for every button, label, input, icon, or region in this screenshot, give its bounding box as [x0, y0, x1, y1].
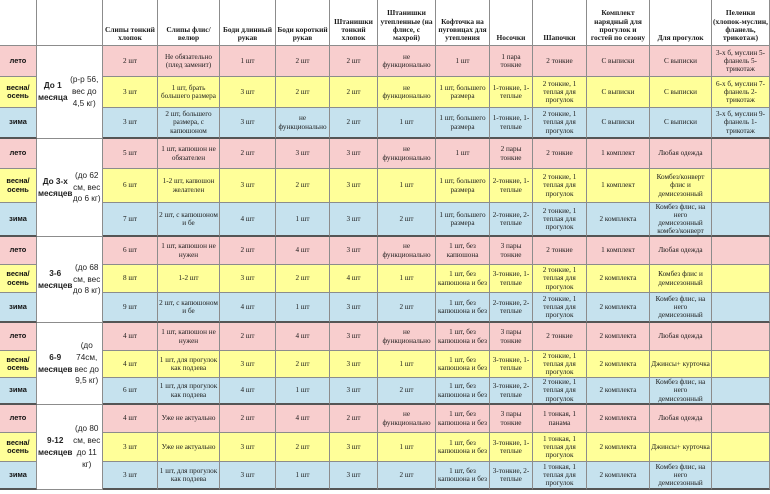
table-cell: не функционально: [378, 77, 436, 108]
table-cell: 3 шт: [330, 433, 378, 462]
table-cell: 1 шт, без капюшона и без: [436, 351, 490, 378]
table-cell: 3 шт: [330, 293, 378, 323]
table-cell: 3 шт: [330, 169, 378, 203]
column-header: Носочки: [490, 0, 533, 46]
table-cell: 3 шт: [220, 462, 276, 490]
table-cell: 3 шт: [330, 462, 378, 490]
table-cell: 2 тонкие, 1 теплая для прогулок: [533, 169, 587, 203]
table-cell: 1 шт: [378, 265, 436, 293]
table-cell: 1 шт, капюшон не нужен: [158, 323, 220, 351]
table-cell: 1 шт, без капюшона и без: [436, 405, 490, 433]
season-label: весна/ осень: [0, 351, 37, 378]
column-header: Боди короткий рукав: [276, 0, 330, 46]
column-header: Комплект нарядный для прогулок и гостей по сезону: [587, 0, 650, 46]
table-cell: 1 шт, большего размера: [436, 108, 490, 139]
table-cell: 1 шт, брать большего размера: [158, 77, 220, 108]
table-cell: 2 шт: [378, 462, 436, 490]
table-cell: 1 комплект: [587, 237, 650, 265]
table-cell: 1-2 шт: [158, 265, 220, 293]
table-cell: 2 шт: [276, 77, 330, 108]
table-cell: 3 шт: [330, 378, 378, 405]
table-cell: 3 шт: [220, 77, 276, 108]
column-header: Штанишки тонкий хлопок: [330, 0, 378, 46]
table-cell: 2-тонкие, 2-теплые: [490, 203, 533, 237]
table-cell: Комбез флис, на него демисезонный: [650, 293, 712, 323]
table-cell: 1-тонкие, 1-теплые: [490, 108, 533, 139]
table-cell: 6 шт: [103, 169, 158, 203]
table-cell: 2 шт: [378, 203, 436, 237]
table-cell: не функционально: [378, 405, 436, 433]
season-label: зима: [0, 462, 37, 490]
table-cell: 3 шт: [103, 462, 158, 490]
table-cell: 2 шт: [330, 405, 378, 433]
season-label: лето: [0, 46, 37, 77]
table-cell: 3 шт: [330, 237, 378, 265]
season-label: весна/ осень: [0, 433, 37, 462]
table-cell: 1 шт: [276, 293, 330, 323]
table-cell: 3-х б, муслин 9-фланель 1-трикотаж: [712, 108, 770, 139]
table-cell: 2 тонкие, 1 теплая для прогулок: [533, 265, 587, 293]
table-cell: 3-тонкие, 1-теплые: [490, 265, 533, 293]
table-cell: 3-тонкие, 2-теплые: [490, 378, 533, 405]
table-cell: 2 тонкие, 1 теплая для прогулок: [533, 77, 587, 108]
table-cell: 3 шт: [330, 323, 378, 351]
season-label: лето: [0, 405, 37, 433]
table-cell: Любая одежда: [650, 405, 712, 433]
table-cell: 2 шт: [276, 433, 330, 462]
season-label: весна/ осень: [0, 265, 37, 293]
table-cell: С выписки: [650, 77, 712, 108]
table-cell: Комбез флис, на него демисезонный: [650, 462, 712, 490]
table-cell: 3-х б, муслин 5-фланель 5-трикотаж: [712, 46, 770, 77]
table-cell: 2 шт: [220, 405, 276, 433]
table-cell: С выписки: [587, 77, 650, 108]
table-cell: [712, 351, 770, 378]
age-group-label: [37, 323, 103, 405]
table-cell: 1-2 шт, капюшон желателен: [158, 169, 220, 203]
age-group-subtitle: (до 62 см, вес до 6 кг): [72, 170, 101, 204]
table-cell: 2 комплекта: [587, 405, 650, 433]
table-cell: 1 тонкая, 1 теплая для прогулок: [533, 462, 587, 490]
table-cell: Комбез флис, на него демисезонный комбез/конверт: [650, 203, 712, 237]
table-cell: 9 шт: [103, 293, 158, 323]
table-cell: 1 шт: [436, 139, 490, 169]
age-group-subtitle: (до 80 см, вес до 11 кг): [73, 424, 101, 469]
table-cell: 1 шт, без капюшона и без: [436, 323, 490, 351]
table-cell: 2 шт: [276, 169, 330, 203]
age-group-label: [37, 139, 103, 237]
table-cell: 2 тонкие: [533, 237, 587, 265]
age-group-subtitle: (до 74см, вес до 9,5 кг): [74, 340, 99, 386]
table-cell: [712, 237, 770, 265]
table-cell: 1 шт, капюшон не нужен: [158, 237, 220, 265]
table-cell: не функционально: [276, 108, 330, 139]
table-cell: 2 тонкие, 1 теплая для прогулок: [533, 293, 587, 323]
table-cell: [712, 433, 770, 462]
table-cell: Любая одежда: [650, 323, 712, 351]
age-group-label: [37, 405, 103, 490]
table-cell: 3 пары тонкие: [490, 237, 533, 265]
table-cell: 2 тонкие, 1 теплая для прогулок: [533, 378, 587, 405]
season-label: зима: [0, 203, 37, 237]
age-group-title: До 3-х месяцев: [38, 176, 73, 198]
table-cell: 3 шт: [220, 169, 276, 203]
table-cell: 1 шт, для прогулок как подзева: [158, 351, 220, 378]
table-cell: 2 тонкие: [533, 323, 587, 351]
table-cell: С выписки: [587, 46, 650, 77]
table-cell: 3 пары тонкие: [490, 405, 533, 433]
table-cell: 1-тонкие, 1-теплые: [490, 77, 533, 108]
table-cell: 2 комплекта: [587, 293, 650, 323]
column-header: Боди длинный рукав: [220, 0, 276, 46]
age-group-subtitle: (р-р 56, вес до 4,5 кг): [70, 75, 99, 108]
table-cell: 2 тонкие, 1 теплая для прогулок: [533, 108, 587, 139]
age-group-title: 9-12 месяцев: [38, 436, 73, 457]
table-cell: 2 шт: [330, 46, 378, 77]
table-cell: 2 шт, с капюшоном и бе: [158, 293, 220, 323]
column-header: [0, 0, 37, 46]
table-cell: 2 шт: [378, 378, 436, 405]
table-cell: 3 пары тонкие: [490, 323, 533, 351]
table-cell: 1 шт, большего размера: [436, 77, 490, 108]
table-cell: 4 шт: [276, 405, 330, 433]
table-cell: 1 шт, без капюшона и без: [436, 378, 490, 405]
table-cell: 1 шт, для прогулок как подзева: [158, 462, 220, 490]
table-cell: Не обязательно (плед заменит): [158, 46, 220, 77]
table-cell: 3 шт: [220, 433, 276, 462]
column-header: Слипы тонкий хлопок: [103, 0, 158, 46]
table-cell: Уже не актуально: [158, 433, 220, 462]
table-cell: Джинсы+ курточка: [650, 351, 712, 378]
age-group-title: 6-9 месяцев: [38, 352, 73, 374]
table-cell: 1 тонкая, 1 панама: [533, 405, 587, 433]
season-label: зима: [0, 108, 37, 139]
season-label: лето: [0, 237, 37, 265]
column-header: Шапочки: [533, 0, 587, 46]
table-cell: [712, 139, 770, 169]
season-label: весна/ осень: [0, 77, 37, 108]
table-cell: С выписки: [587, 108, 650, 139]
table-cell: 4 шт: [103, 351, 158, 378]
table-cell: 1 шт, без капюшона и без: [436, 462, 490, 490]
table-cell: Комбез флис, на него демисезонный: [650, 378, 712, 405]
table-cell: 3 шт: [330, 203, 378, 237]
table-cell: 2-тонкие, 2-теплые: [490, 293, 533, 323]
table-cell: 2 шт: [276, 46, 330, 77]
table-cell: [712, 169, 770, 203]
column-header: Штанишки утепленные (на флисе, с махрой): [378, 0, 436, 46]
table-cell: 4 шт: [220, 293, 276, 323]
table-cell: 2 пары тонкие: [490, 139, 533, 169]
table-cell: 2 тонкие, 1 теплая для прогулок: [533, 351, 587, 378]
table-cell: [712, 405, 770, 433]
table-cell: 4 шт: [220, 203, 276, 237]
table-cell: [712, 462, 770, 490]
table-cell: 6 шт: [103, 237, 158, 265]
table-cell: 4 шт: [103, 323, 158, 351]
table-cell: Комбез флис и демисезонный: [650, 265, 712, 293]
table-cell: 2 шт: [276, 265, 330, 293]
table-cell: 2 шт: [220, 139, 276, 169]
table-cell: 1 комплект: [587, 139, 650, 169]
table-cell: 5 шт: [103, 139, 158, 169]
table-cell: 1 пара тонкие: [490, 46, 533, 77]
column-header: Кофточка на пуговицах для утепления: [436, 0, 490, 46]
table-cell: 1 шт: [378, 351, 436, 378]
age-group-title: 3-6 месяцев: [38, 268, 73, 290]
table-cell: [712, 293, 770, 323]
table-cell: 1 шт, без капюшона и без: [436, 293, 490, 323]
table-cell: 4 шт: [330, 265, 378, 293]
table-cell: 1 шт: [276, 462, 330, 490]
table-cell: 2 шт: [330, 77, 378, 108]
table-cell: 4 шт: [220, 378, 276, 405]
table-cell: не функционально: [378, 139, 436, 169]
table-cell: 7 шт: [103, 203, 158, 237]
table-cell: [712, 203, 770, 237]
table-cell: 2 комплекта: [587, 351, 650, 378]
table-cell: 1 шт, большего размера: [436, 203, 490, 237]
table-cell: 3 шт: [103, 77, 158, 108]
column-header: [37, 0, 103, 46]
table-cell: Комбез/конверт флис и демисезонный: [650, 169, 712, 203]
table-cell: 3 шт: [330, 351, 378, 378]
table-cell: 2 шт, большего размера, с капюшоном: [158, 108, 220, 139]
table-cell: 1 шт: [276, 203, 330, 237]
table-cell: 1 тонкая, 1 теплая для прогулок: [533, 433, 587, 462]
table-cell: 2 шт: [103, 46, 158, 77]
table-cell: 4 шт: [276, 323, 330, 351]
table-cell: 2-тонкие, 1-теплые: [490, 169, 533, 203]
table-cell: 2 комплекта: [587, 323, 650, 351]
table-cell: 3 шт: [330, 139, 378, 169]
table-cell: 1 шт: [378, 169, 436, 203]
season-label: весна/ осень: [0, 169, 37, 203]
table-cell: 2 шт: [220, 323, 276, 351]
table-cell: 3 шт: [220, 351, 276, 378]
table-cell: 1 комплект: [587, 169, 650, 203]
table-cell: 2 шт: [330, 108, 378, 139]
table-cell: 2 тонкие: [533, 46, 587, 77]
table-cell: 3-тонкие, 1-теплые: [490, 433, 533, 462]
table-cell: 2 комплекта: [587, 265, 650, 293]
season-label: лето: [0, 323, 37, 351]
table-cell: 1 шт, без капюшона: [436, 237, 490, 265]
table-cell: 1 шт: [276, 378, 330, 405]
table-cell: 1 шт, капюшон не обязателен: [158, 139, 220, 169]
age-group-label: [37, 46, 103, 139]
table-cell: 4 шт: [276, 237, 330, 265]
table-cell: 1 шт: [378, 108, 436, 139]
table-cell: 3 шт: [276, 139, 330, 169]
table-cell: 6 шт: [103, 378, 158, 405]
table-cell: 3 шт: [103, 108, 158, 139]
table-cell: 1 шт: [378, 433, 436, 462]
table-cell: 3 шт: [220, 265, 276, 293]
table-cell: 8 шт: [103, 265, 158, 293]
table-cell: [712, 378, 770, 405]
table-cell: 1 шт, без капюшона и без: [436, 433, 490, 462]
table-cell: С выписки: [650, 108, 712, 139]
table-cell: 1 шт, без капюшона и без: [436, 265, 490, 293]
table-cell: [712, 265, 770, 293]
table-cell: 2 комплекта: [587, 462, 650, 490]
table-cell: не функционально: [378, 323, 436, 351]
season-label: зима: [0, 378, 37, 405]
table-cell: 2 шт: [276, 351, 330, 378]
table-cell: 2 шт: [378, 293, 436, 323]
table-cell: Любая одежда: [650, 237, 712, 265]
table-cell: 4 шт: [103, 405, 158, 433]
age-group-title: До 1 месяца: [38, 81, 68, 102]
column-header: Пеленки (хлопок-муслин, фланель, трикотаж): [712, 0, 770, 46]
table-cell: 1 шт: [220, 46, 276, 77]
table-cell: 3-тонкие, 2-теплые: [490, 462, 533, 490]
table-cell: 3 шт: [220, 108, 276, 139]
table-cell: 1 шт, для прогулок как подзева: [158, 378, 220, 405]
table-cell: 1 шт, большего размера: [436, 169, 490, 203]
table-cell: С выписки: [650, 46, 712, 77]
table-cell: Любая одежда: [650, 139, 712, 169]
table-cell: 2 комплекта: [587, 203, 650, 237]
table-cell: 3-тонкие, 1-теплые: [490, 351, 533, 378]
table-cell: [712, 323, 770, 351]
table-cell: 2 тонкие, 1 теплая для прогулок: [533, 203, 587, 237]
column-header: Для прогулок: [650, 0, 712, 46]
table-cell: не функционально: [378, 46, 436, 77]
table-cell: не функционально: [378, 237, 436, 265]
age-group-label: [37, 237, 103, 323]
table-cell: 2 комплекта: [587, 378, 650, 405]
table-cell: 6-х б, муслин 7-фланель 2-трикотаж: [712, 77, 770, 108]
table-cell: 2 комплекта: [587, 433, 650, 462]
age-group-subtitle: (до 68 см, вес до 8 кг): [72, 262, 101, 296]
column-header: Слипы флис/велюр: [158, 0, 220, 46]
table-cell: 1 шт: [436, 46, 490, 77]
table-cell: 2 шт: [220, 237, 276, 265]
table-cell: 3 шт: [103, 433, 158, 462]
table-cell: 2 шт, с капюшоном и бе: [158, 203, 220, 237]
season-label: лето: [0, 139, 37, 169]
table-cell: 2 тонкие: [533, 139, 587, 169]
table-cell: Джинсы+ курточка: [650, 433, 712, 462]
season-label: зима: [0, 293, 37, 323]
table-cell: Уже не актуально: [158, 405, 220, 433]
